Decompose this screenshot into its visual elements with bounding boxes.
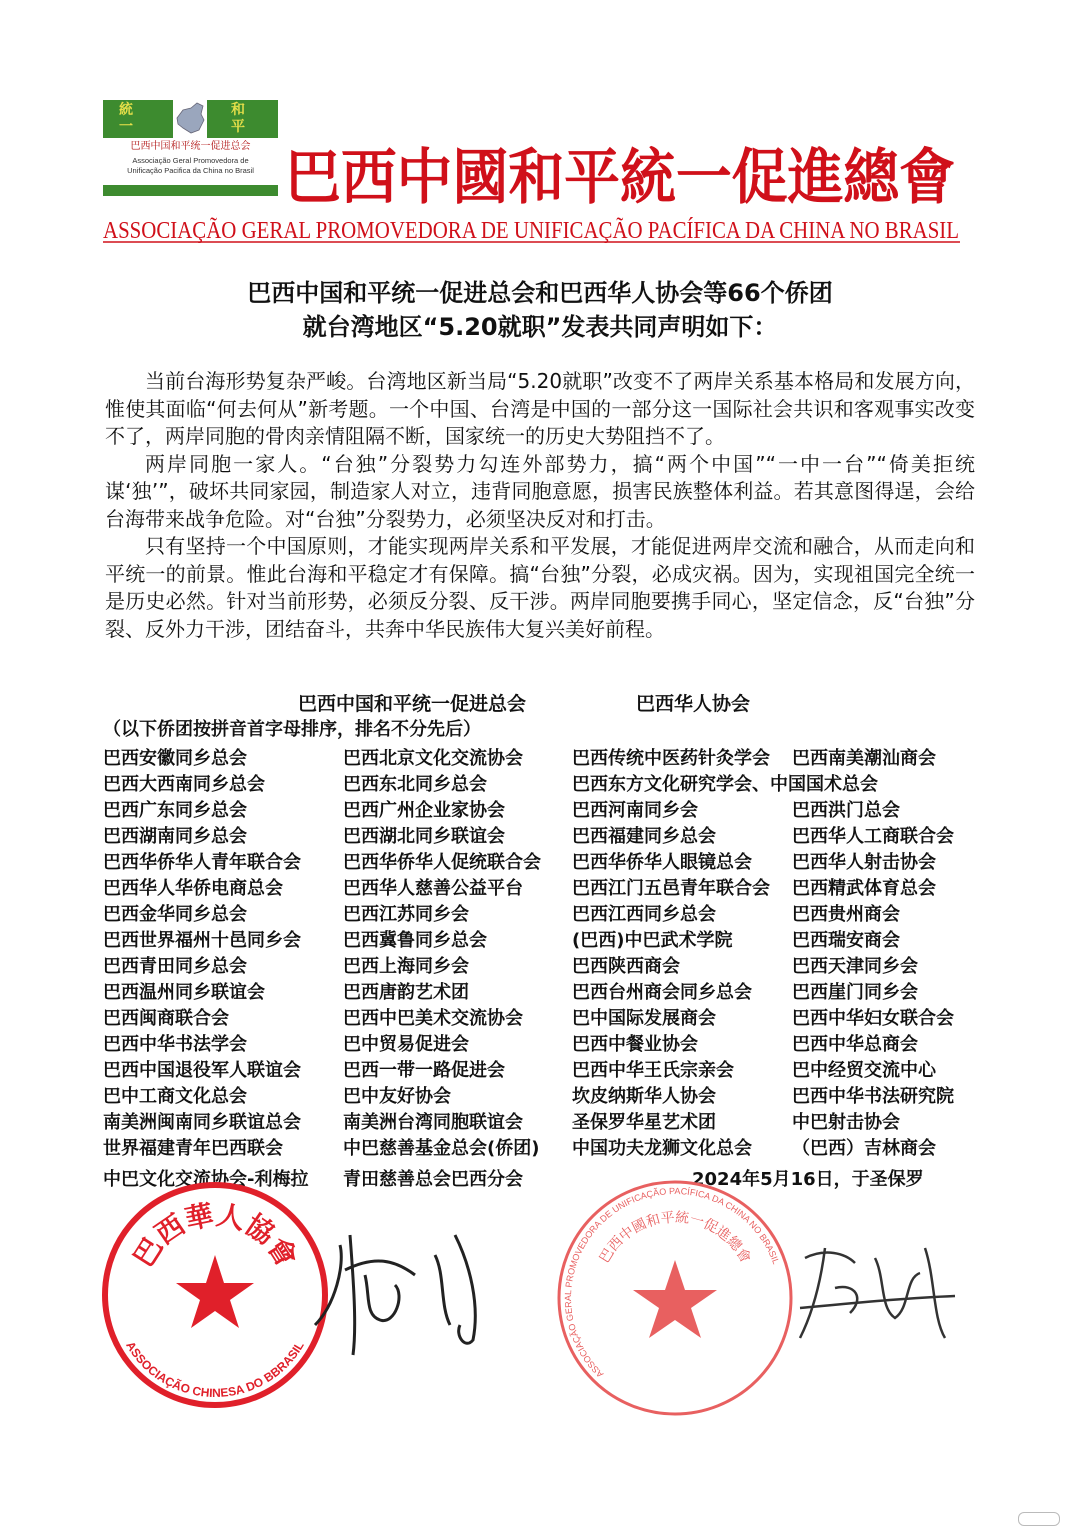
right-seal-text: 巴西中國和平統一促進總會: [596, 1209, 754, 1266]
left-seal-pt-text: ASSOCIAÇÃO CHINESA DO BBRASIL: [123, 1338, 307, 1401]
signatory-org: 巴西安徽同乡总会: [103, 748, 247, 769]
signatory-org: 巴西台州商会同乡总会: [572, 982, 752, 1003]
signatory-org: 巴西上海同乡会: [343, 956, 469, 977]
right-seal: [559, 1182, 791, 1414]
signatory-org: 巴西中餐业协会: [572, 1034, 698, 1055]
signatory-org: 巴中经贸交流中心: [792, 1060, 936, 1081]
paragraph: 只有坚持一个中国原则，才能实现两岸关系和平发展，才能促进两岸交流和融合，从而走向和平统一的前景。惟此台海和平稳定才有保障。搞“台独”分裂，必成灾祸。因为，实现祖国完全统一是历史必然。针对当前形势，必须反分裂、反干涉。两岸同胞要携手同心，坚定信念，反“台独”分裂、反外力干涉，团结奋斗，共奔中华民族伟大复兴美好前程。: [105, 534, 975, 641]
signatory-org: 巴西江门五邑青年联合会: [572, 878, 770, 899]
signatory-org: 巴西中华书法学会: [103, 1034, 247, 1055]
letterhead-title: [280, 138, 960, 213]
signatory-row: [103, 1032, 983, 1058]
star-icon: [176, 1255, 254, 1328]
signatory-row: [103, 902, 983, 928]
signatory-org: 巴西华侨华人促统联合会: [343, 852, 541, 873]
signatory-org: 巴西南美潮汕商会: [792, 748, 936, 769]
signatory-org: （巴西）吉林商会: [792, 1138, 936, 1159]
signatory-org: 巴西天津同乡会: [792, 956, 918, 977]
logo-portuguese-name: [103, 156, 278, 176]
signatory-org: 巴西中华书法研究院: [792, 1086, 954, 1107]
star-icon: [633, 1260, 717, 1338]
statement-date: 2024年5月16日，于圣保罗: [692, 1169, 924, 1190]
signatory-org: 巴中友好协会: [343, 1086, 451, 1107]
signatory-org: 巴西一带一路促进会: [343, 1060, 505, 1081]
signatory-org: 巴西中华总商会: [792, 1034, 918, 1055]
signatory-org: 巴西华人射击协会: [792, 852, 936, 873]
signatory-row: [103, 824, 983, 850]
signatory-org: 巴西北京文化交流协会: [343, 748, 523, 769]
signatory-row: [103, 1136, 983, 1162]
signatory-row: [103, 772, 983, 798]
signatory-row: [103, 850, 983, 876]
letterhead-subtitle: [100, 212, 962, 246]
lead-signatory: 巴西华人协会: [636, 693, 751, 715]
logo-char: 統: [119, 102, 133, 118]
signatory-org: 巴西中巴美术交流协会: [343, 1008, 523, 1029]
signatory-row: [103, 798, 983, 824]
signatory-org: 青田慈善总会巴西分会: [343, 1169, 523, 1190]
letterhead-subtitle-text: ASSOCIAÇÃO GERAL PROMOVEDORA DE UNIFICAÇÃO PACÍFICA DA CHINA NO BRASIL: [103, 218, 959, 244]
signatory-org: 巴西闽商联合会: [103, 1008, 229, 1029]
association-logo: [103, 100, 278, 196]
signatory-org: 巴西传统中医药针灸学会: [572, 748, 770, 769]
signatory-org: 巴西华人慈善公益平台: [343, 878, 523, 899]
signatory-org: 巴西华人工商联合会: [792, 826, 954, 847]
signatory-org: 巴西世界福州十邑同乡会: [103, 930, 301, 951]
lead-signatory: 巴西中国和平统一促进总会: [298, 693, 527, 715]
signatory-row: [103, 980, 983, 1006]
signatory-org: 坎皮纳斯华人协会: [572, 1086, 716, 1107]
signature-left: [315, 1235, 475, 1355]
signatory-row: [103, 1058, 983, 1084]
signatory-org: 巴西福建同乡总会: [572, 826, 716, 847]
signatory-org: 巴西洪门总会: [792, 800, 900, 821]
svg-text:ASSOCIAÇÃO CHINESA DO BBRASIL: [123, 1339, 307, 1400]
signatory-org: 巴中贸易促进会: [343, 1034, 469, 1055]
right-seal-and-signature: [555, 1178, 985, 1418]
statement-body: [105, 368, 975, 643]
signatory-org: 巴中工商文化总会: [103, 1086, 247, 1107]
signatory-org: 巴西中华王氏宗亲会: [572, 1060, 734, 1081]
logo-pt-line: Associação Geral Promovedora de: [132, 156, 249, 165]
signatory-org: 巴中国际发展商会: [572, 1008, 716, 1029]
left-seal: [105, 1185, 325, 1405]
signatory-org: 圣保罗华星艺术团: [572, 1112, 716, 1133]
signatory-org: 巴西湖南同乡总会: [103, 826, 247, 847]
signatory-org: 中巴射击协会: [792, 1112, 900, 1133]
left-seal-and-signature: [95, 1175, 515, 1415]
signatory-org: (巴西)中巴武术学院: [572, 930, 733, 951]
signatory-org: 巴西江苏同乡会: [343, 904, 469, 925]
signatory-org: 巴西东北同乡总会: [343, 774, 487, 795]
signatory-org: 南美洲台湾同胞联谊会: [343, 1112, 523, 1133]
signatory-org: 巴西陕西商会: [572, 956, 680, 977]
logo-bar: [103, 185, 278, 196]
signatory-org: 巴西广东同乡总会: [103, 800, 247, 821]
signatory-row: [103, 928, 983, 954]
signatory-org: 巴西华侨华人青年联合会: [103, 852, 301, 873]
signatory-row: [103, 1006, 983, 1032]
china-map-icon: [173, 100, 207, 138]
statement-heading-line2: 就台湾地区“5.20就职”发表共同声明如下：: [302, 313, 778, 341]
ordering-note: （以下侨团按拼音首字母排序，排名不分先后）: [103, 719, 481, 740]
signatory-row: [103, 954, 983, 980]
signatory-org: 巴西温州同乡联谊会: [103, 982, 265, 1003]
signatory-org: 中国功夫龙狮文化总会: [572, 1138, 752, 1159]
signatory-row: [103, 1084, 983, 1110]
statement-heading-line1: 巴西中国和平统一促进总会和巴西华人协会等66个侨团: [247, 279, 833, 307]
signatory-org: 南美洲闽南同乡联谊总会: [103, 1112, 301, 1133]
signatory-org: 中巴文化交流协会-利梅拉: [103, 1169, 309, 1190]
signatory-org: 巴西东方文化研究学会、中国国术总会: [572, 774, 878, 795]
signatory-org: 巴西中国退役军人联谊会: [103, 1060, 301, 1081]
signatory-org: 巴西唐韵艺术团: [343, 982, 469, 1003]
signatory-org: 巴西青田同乡总会: [103, 956, 247, 977]
signatory-org: 世界福建青年巴西联会: [103, 1138, 283, 1159]
logo-char: 平: [231, 119, 245, 135]
right-seal-pt-text: ASSOCIAÇÃO GERAL PROMOVEDORA DE UNIFICAÇÃO PACÍFICA DA CHINA NO BRASIL: [563, 1185, 782, 1380]
left-seal-text: 巴西華人協會: [126, 1198, 304, 1273]
signatory-org: 中巴慈善基金总会(侨团): [343, 1138, 540, 1159]
signatory-org: 巴西精武体育总会: [792, 878, 936, 899]
logo-char: 一: [119, 119, 133, 135]
signatory-org: 巴西湖北同乡联谊会: [343, 826, 505, 847]
signatory-org: 巴西河南同乡会: [572, 800, 698, 821]
signatory-org: 巴西金华同乡总会: [103, 904, 247, 925]
logo-char: 和: [231, 102, 245, 118]
page-indicator: [1018, 1512, 1060, 1526]
logo-chinese-name: 巴西中国和平统一促进总会: [130, 141, 251, 152]
signatory-org: 巴西贵州商会: [792, 904, 900, 925]
letterhead-title-text: 巴西中國和平統一促進總會: [285, 143, 955, 213]
signatory-org: 巴西中华妇女联合会: [792, 1008, 954, 1029]
signatory-org: 巴西华侨华人眼镜总会: [572, 852, 752, 873]
paragraph: 当前台海形势复杂严峻。台湾地区新当局“5.20就职”改变不了两岸关系基本格局和发展方向，惟使其面临“何去何从”新考题。一个中国、台湾是中国的一部分这一国际社会共识和客观事实改变不了，两岸同胞的骨肉亲情阻隔不断，国家统一的历史大势阻挡不了。: [105, 369, 975, 448]
signatory-org: 巴西江西同乡总会: [572, 904, 716, 925]
signatory-org: 巴西崖门同乡会: [792, 982, 918, 1003]
signatory-org: 巴西华人华侨电商总会: [103, 878, 283, 899]
signatory-org: 巴西大西南同乡总会: [103, 774, 265, 795]
signatory-org: 巴西冀鲁同乡总会: [343, 930, 487, 951]
signatory-list: [103, 746, 983, 1162]
signatory-org: 巴西瑞安商会: [792, 930, 900, 951]
signatory-row: [103, 1110, 983, 1136]
signatory-org: 巴西广州企业家协会: [343, 800, 505, 821]
signatory-row: [103, 876, 983, 902]
signature-right: [800, 1248, 955, 1338]
svg-text:巴西中國和平統一促進總會: [597, 1210, 754, 1266]
signatory-row: [103, 746, 983, 772]
logo-pt-line: Unificação Pacifica da China no Brasil: [127, 166, 254, 175]
paragraph: 两岸同胞一家人。“台独”分裂势力勾连外部势力，搞“两个中国”“一中一台”“倚美拒统谋‘独’”，破坏共同家园，制造家人对立，违背同胞意愿，损害民族整体利益。若其意图得逞，会给台海带来战争危险。对“台独”分裂势力，必须坚决反对和打击。: [105, 451, 975, 531]
